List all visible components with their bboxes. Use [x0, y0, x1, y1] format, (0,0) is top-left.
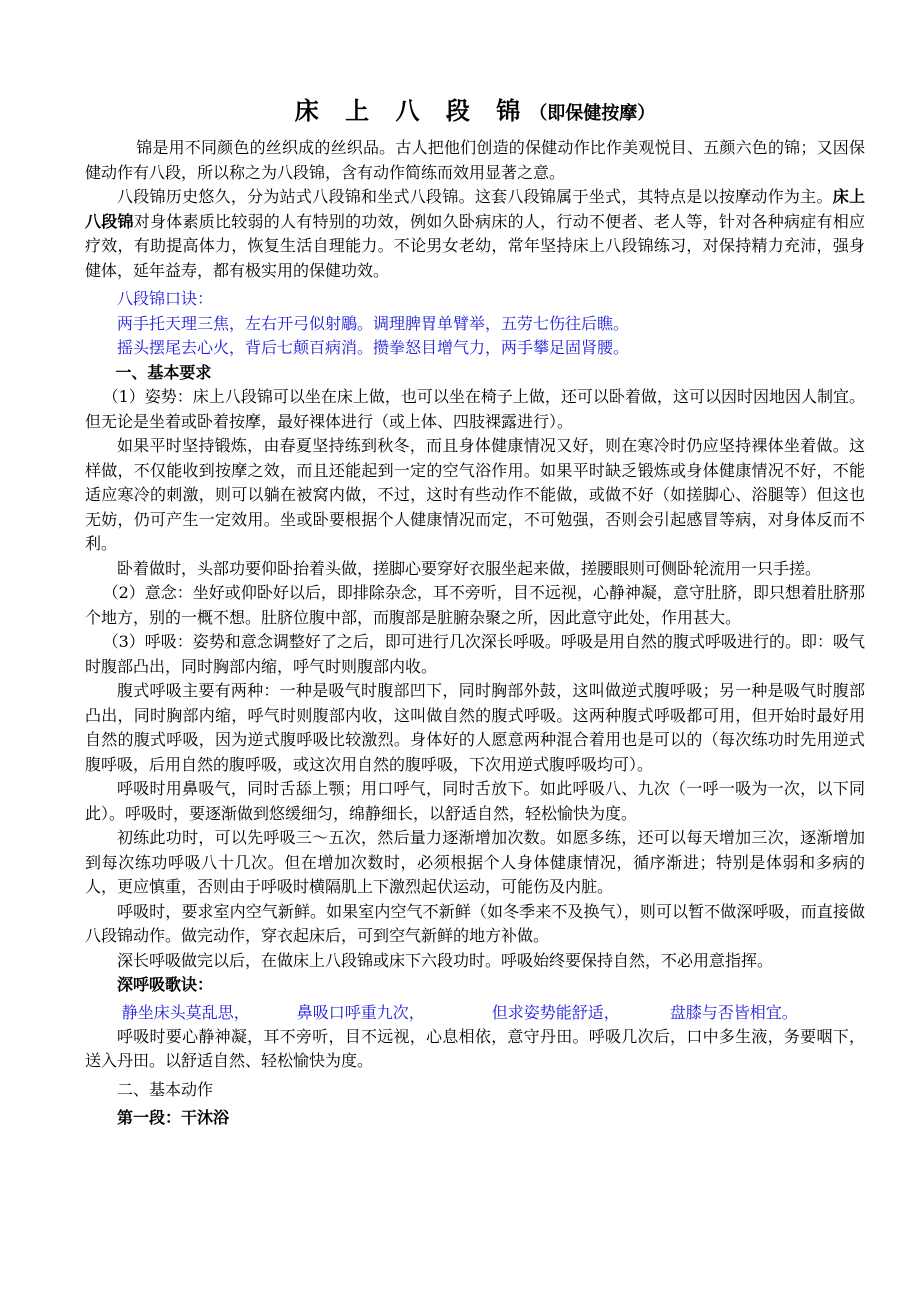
song-line: 但求姿势能舒适，	[491, 1002, 620, 1022]
title-main: 床 上 八 段 锦	[294, 97, 530, 125]
mind-paragraph: （2）意念：坐好或仰卧好以后，即排除杂念，耳不旁听，目不远视，心静神凝，意守肚脐，即只想着肚脐那个地方，别的一概不想。肚脐位腹中部，而腹部是脏腑杂聚之所，因此意守此处，作用甚大。	[85, 583, 865, 627]
page-title	[85, 92, 865, 130]
section2-heading: 二、基本动作	[117, 1079, 214, 1099]
history-bold-term: 床上八段锦	[85, 187, 865, 231]
history-paragraph	[85, 185, 865, 283]
song-line: 静坐床头莫乱思，	[121, 1002, 250, 1022]
posture-paragraph: （1）姿势：床上八段锦可以坐在床上做，也可以坐在椅子上做，还可以卧着做，这可以因时因地因人制宜。但无论是坐着或卧着按摩，最好裸体进行（或上体、四肢裸露进行）。	[85, 387, 865, 431]
posture-paragraph-3: 卧着做时，头部功要仰卧抬着头做，搓脚心要穿好衣服坐起来做，搓腰眼则可侧卧轮流用一只手搓。	[117, 558, 822, 578]
breathing-song-verse	[85, 1000, 865, 1025]
breathing-song-explanation: 呼吸时要心静神凝，耳不旁听，目不远视，心息相依，意守丹田。呼吸几次后，口中多生液，务要咽下，送入丹田。以舒适自然、轻松愉快为度。	[85, 1026, 865, 1070]
beginner-paragraph: 初练此功时，可以先呼吸三～五次，然后量力逐渐增加次数。如愿多练，还可以每天增加三次，逐渐增加到每次练功呼吸八十几次。但在增加次数时，必须根据个人身体健康情况，循序渐进；特别是体弱和多病的人，更应慎重，否则由于呼吸时横隔肌上下激烈起伏运动，可能伤及内脏。	[85, 828, 865, 896]
section2-subheading	[85, 1106, 865, 1131]
section1-heading	[85, 361, 865, 386]
breathing-song-heading	[85, 973, 865, 998]
koujue-line-2: 摇头摆尾去心火，背后七颠百病消。攒拳怒目增气力，两手攀足固肾腰。	[117, 338, 630, 357]
fresh-air-paragraph: 呼吸时，要求室内空气新鲜。如果室内空气不新鲜（如冬季来不及换气），则可以暂不做深呼吸，而直接做八段锦动作。做完动作，穿衣起床后，可到空气新鲜的地方补做。	[85, 901, 865, 945]
after-breathing-paragraph: 深长呼吸做完以后，在做床上八段锦或床下六段功时。呼吸始终要保持自然，不必用意指挥。	[117, 950, 774, 970]
posture-paragraph-2: 如果平时坚持锻炼，由春夏坚持练到秋冬，而且身体健康情况又好，则在寒冷时仍应坚持裸体坐着做。这样做，不仅能收到按摩之效，而且还能起到一定的空气浴作用。如果平时缺乏锻炼或身体健康情况不好，不能适应寒冷的刺激，则可以躺在被窝内做，不过，这时有些动作不能做，或做不好（如搓脚心、浴腿等）但这也无妨，仍可产生一定效用。坐或卧要根据个人健康情况而定，不可勉强，否则会引起感冒等病，对身体反而不利。	[85, 436, 865, 553]
nose-mouth-paragraph: 呼吸时用鼻吸气，同时舌舔上颚；用口呼气，同时舌放下。如此呼吸八、九次（一呼一吸为一次，以下同此）。呼吸时，要逐渐做到悠缓细匀，绵静细长，以舒适自然，轻松愉快为度。	[85, 779, 865, 823]
intro-paragraph: 锦是用不同颜色的丝织成的丝织品。古人把他们创造的保健动作比作美观悦目、五颜六色的锦；又因保健动作有八段，所以称之为八段锦，含有动作简练而效用显著之意。	[85, 138, 865, 182]
document-page	[85, 92, 865, 1131]
section2-subheading-text: 第一段：干沐浴	[117, 1108, 230, 1127]
title-subtitle: （即保健按摩）	[529, 103, 656, 124]
history-text-after: 对身体素质比较弱的人有特别的功效，例如久卧病床的人，行动不便者、老人等，针对各种病症有相应疗效，有助提高体力，恢复生活自理能力。不论男女老幼，常年坚持床上八段锦练习，对保持精力充沛，强身健体，延年益寿，都有极实用的保健功效。	[85, 211, 865, 280]
breathing-paragraph: （3）呼吸：姿势和意念调整好了之后，即可进行几次深长呼吸。呼吸是用自然的腹式呼吸进行的。即：吸气时腹部凸出，同时胸部内缩，呼气时则腹部内收。	[85, 632, 865, 676]
history-text-before: 八段锦历史悠久，分为站式八段锦和坐式八段锦。这套八段锦属于坐式，其特点是以按摩动作为主。	[117, 187, 833, 206]
section1-heading-text: 一、基本要求	[115, 362, 212, 382]
song-line: 鼻吸口呼重九次，	[296, 1002, 425, 1022]
song-line: 盘膝与否皆相宜。	[669, 1002, 798, 1022]
koujue-line-1: 两手托天理三焦，左右开弓似射鵰。调理脾胃单臂举，五劳七伤往后瞧。	[117, 313, 630, 333]
breathing-song-heading-text: 深呼吸歌诀：	[117, 975, 214, 994]
koujue-label: 八段锦口诀：	[117, 289, 214, 308]
abdominal-breathing-paragraph: 腹式呼吸主要有两种：一种是吸气时腹部凹下，同时胸部外鼓，这叫做逆式腹呼吸；另一种是吸气时腹部凸出，同时胸部内缩，呼气时则腹部内收，这叫做自然的腹式呼吸。这两种腹式呼吸都可用，但开始时最好用自然的腹式呼吸，因为逆式腹呼吸比较激烈。身体好的人愿意两种混合着用也是可以的（每次练功时先用逆式腹呼吸，后用自然的腹呼吸，或这次用自然的腹呼吸，下次用逆式腹呼吸均可）。	[85, 681, 865, 774]
